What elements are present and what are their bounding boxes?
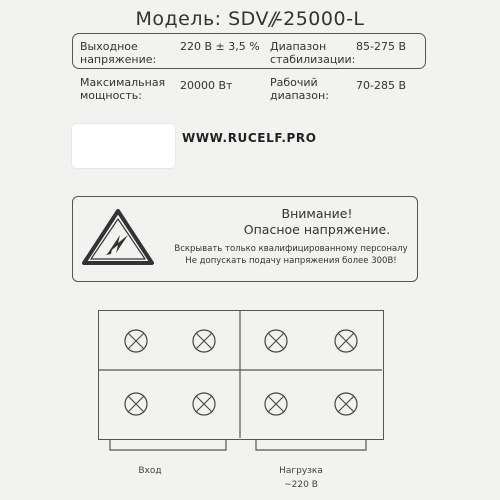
input-caption: Вход <box>138 466 162 476</box>
terminal-screw-icon <box>335 393 357 415</box>
warning-title: Внимание! <box>281 206 353 221</box>
website-url: WWW.RUCELF.PRO <box>182 131 317 145</box>
model-title <box>0 8 500 30</box>
input-bracket <box>110 440 226 450</box>
terminal-screw-icon <box>193 393 215 415</box>
working-range-label: Рабочий диапазон: <box>270 76 329 102</box>
stabilization-range-value: 85-275 В <box>356 40 407 53</box>
terminal-screw-icon <box>265 393 287 415</box>
output-voltage-label: Выходное напряжение: <box>80 40 157 66</box>
working-range-value: 70-285 В <box>356 79 407 92</box>
terminal-screw-icon <box>125 330 147 352</box>
load-bracket <box>256 440 366 450</box>
terminal-brackets <box>98 438 388 458</box>
warning-line-1: Вскрывать только квалифицированному персоналу <box>174 244 408 254</box>
terminal-screw-icon <box>193 330 215 352</box>
load-voltage-caption: ~220 В <box>284 480 318 490</box>
model-label: Модель: SDV <box>135 8 269 30</box>
load-caption: Нагрузка <box>279 466 323 476</box>
warning-subtitle: Опасное напряжение. <box>243 222 391 237</box>
warning-line-2: Не допускать подачу напряжения более 300В! <box>185 256 397 266</box>
terminal-screw-icon <box>335 330 357 352</box>
model-slash: // <box>268 8 276 30</box>
stabilization-range-label: Диапазон стабилизации: <box>270 40 356 66</box>
max-power-value: 20000 Вт <box>180 79 233 92</box>
high-voltage-warning-icon <box>78 205 158 269</box>
output-voltage-value: 220 В ± 3,5 % <box>180 40 260 53</box>
model-suffix: -25000-L <box>275 8 365 30</box>
terminal-screw-icon <box>125 393 147 415</box>
max-power-label: Максимальная мощность: <box>80 76 166 102</box>
terminal-screw-icon <box>265 330 287 352</box>
serial-sticker <box>72 124 175 168</box>
terminal-block-drawing <box>98 310 384 440</box>
